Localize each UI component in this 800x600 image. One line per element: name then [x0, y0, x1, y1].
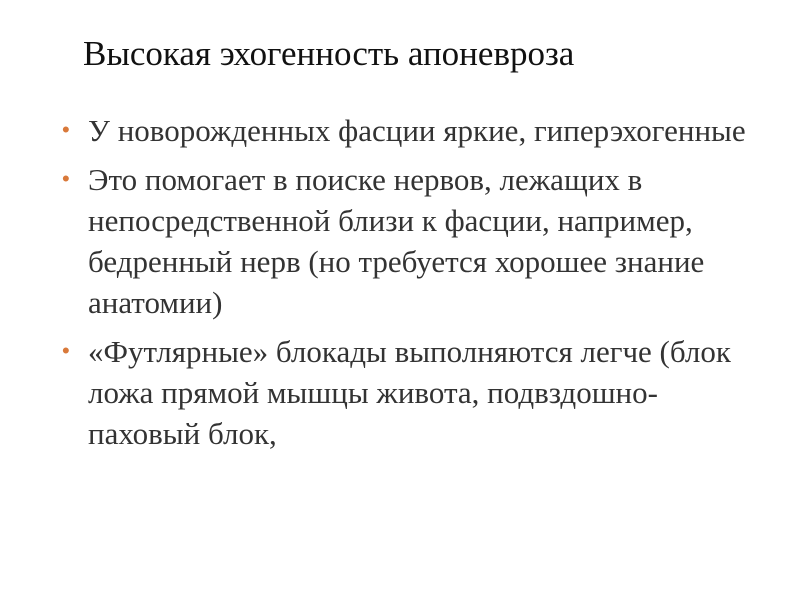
bullet-text: «Футлярные» блокады выполняются легче (блок ложа прямой мышцы живота, подвздошно-паховый блок, [88, 334, 731, 451]
slide-title: Высокая эхогенность апоневроза [83, 34, 575, 73]
bullet-item [62, 110, 752, 151]
bullet-dot-icon: • [62, 338, 70, 363]
bullet-text: Это помогает в поиске нервов, лежащих в непосредственной близи к фасции, например, бедренный нерв (но требуется хорошее знание анатомии) [88, 162, 705, 320]
bullet-dot-icon: • [62, 166, 70, 191]
bullet-item [62, 331, 752, 454]
bullet-item [62, 159, 752, 323]
bullet-dot-icon: • [62, 117, 70, 142]
bullet-list [62, 110, 752, 462]
bullet-text: У новорожденных фасции яркие, гиперэхогенные [88, 113, 746, 148]
